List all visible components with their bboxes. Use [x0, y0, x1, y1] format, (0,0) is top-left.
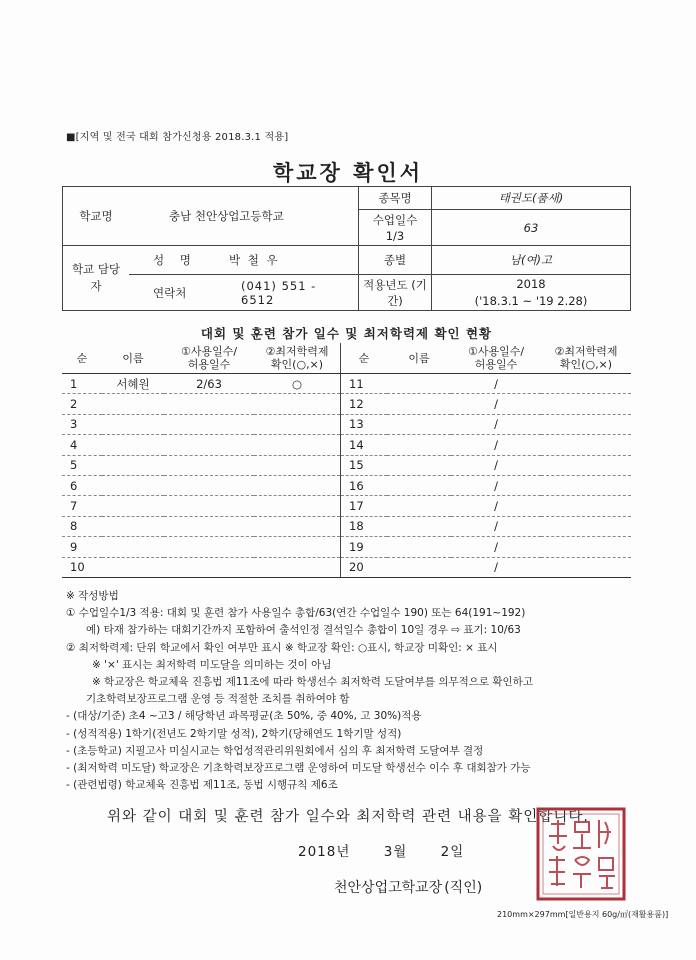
table-row	[62, 435, 631, 455]
row-min-check	[254, 455, 341, 475]
row-min-check	[541, 374, 631, 394]
row-name	[387, 537, 451, 557]
gender-value: 남(여)고	[432, 246, 631, 275]
row-name	[102, 435, 164, 455]
row-seq: 7	[62, 496, 102, 516]
note-line: - (대상/기준) 초4 ~고3 / 해당학년 과목평균(초 50%, 중 40%, 고 30%)적용	[66, 710, 422, 723]
row-name: 서혜원	[102, 374, 164, 394]
row-days: /	[451, 557, 541, 577]
row-min-check	[541, 394, 631, 414]
row-name	[387, 394, 451, 414]
school-label: 학교명	[63, 187, 130, 246]
row-name	[387, 435, 451, 455]
participation-table	[62, 343, 631, 578]
table-row	[62, 394, 631, 414]
row-seq: 19	[341, 537, 388, 557]
principal-title: 천안상업고학교장	[334, 880, 443, 896]
header-days-left: ①사용일수/ 허용일수	[164, 343, 254, 374]
table-row	[62, 496, 631, 516]
table-row	[62, 537, 631, 557]
note-line: ※ '×' 표시는 최저학력 미도달을 의미하는 것이 아님	[92, 658, 332, 671]
top-note: ■[지역 및 전국 대회 참가신청용 2018.3.1 적용]	[66, 132, 289, 143]
row-days: /	[451, 537, 541, 557]
row-name	[387, 374, 451, 394]
period-value: ('18.3.1 ~ '19 2.28)	[474, 293, 588, 308]
header-days-right: ①사용일수/ 허용일수	[451, 343, 541, 374]
row-min-check	[254, 496, 341, 516]
row-name	[387, 475, 451, 495]
row-days: /	[451, 496, 541, 516]
row-min-check	[254, 394, 341, 414]
date-year: 2018년	[298, 844, 351, 860]
row-min-check	[541, 414, 631, 434]
official-seal-stamp	[535, 806, 627, 902]
table-row	[62, 374, 631, 394]
row-seq: 17	[341, 496, 388, 516]
row-min-check	[254, 516, 341, 536]
note-line: 예) 타재 참가하는 대회기간까지 포함하여 출석인정 결석일수 총합이 10일 경우 ⇨ 표기: 10/63	[86, 624, 521, 637]
row-seq: 20	[341, 557, 388, 577]
days-label: 수업일수 1/3	[359, 210, 432, 246]
header-min-left: ②최저학력제 확인(○,×)	[254, 343, 341, 374]
row-name	[102, 496, 164, 516]
row-min-check	[541, 435, 631, 455]
manager-label: 학교 담당자	[63, 246, 130, 311]
gender-label: 종별	[359, 246, 432, 275]
row-min-check	[254, 414, 341, 434]
row-seq: 14	[341, 435, 388, 455]
row-name	[102, 414, 164, 434]
row-min-check	[254, 435, 341, 455]
row-days: 2/63	[164, 374, 254, 394]
row-seq: 1	[62, 374, 102, 394]
row-days: /	[451, 374, 541, 394]
table-row	[62, 516, 631, 536]
table-row	[62, 557, 631, 577]
row-name	[102, 537, 164, 557]
row-name	[102, 475, 164, 495]
header-seq-right: 순	[341, 343, 388, 374]
header-seq-left: 순	[62, 343, 102, 374]
info-table	[62, 186, 631, 311]
row-seq: 15	[341, 455, 388, 475]
row-days	[164, 496, 254, 516]
table-row	[62, 414, 631, 434]
page-title: 학교장 확인서	[272, 161, 424, 185]
row-seq: 3	[62, 414, 102, 434]
row-name	[387, 414, 451, 434]
row-seq: 2	[62, 394, 102, 414]
contact-label: 연락처	[129, 275, 227, 311]
note-line: ② 최저학력제: 단위 학교에서 확인 여부만 표시 ※ 학교장 확인: ○표시, 학교장 미확인: × 표시	[66, 641, 498, 654]
row-min-check	[541, 557, 631, 577]
row-seq: 11	[341, 374, 388, 394]
row-seq: 16	[341, 475, 388, 495]
header-min-right: ②최저학력제 확인(○,×)	[541, 343, 631, 374]
row-seq: 6	[62, 475, 102, 495]
row-days: /	[451, 455, 541, 475]
signature-mark: (직인)	[444, 880, 483, 896]
note-line: ※ 학교장은 학교체육 진흥법 제11조에 따라 학생선수 최저학력 도달여부를 의무적으로 확인하고	[92, 676, 533, 689]
header-name-left: 이름	[102, 343, 164, 374]
row-min-check	[254, 537, 341, 557]
row-min-check	[254, 475, 341, 495]
row-seq: 5	[62, 455, 102, 475]
note-line: - (초등학교) 지필고사 미실시교는 학업성적관리위원회에서 심의 후 최저학력 도달여부 결정	[66, 744, 484, 757]
note-line: 기초학력보장프로그램 운영 등 적절한 조치를 취하여야 함	[86, 693, 350, 706]
row-min-check	[254, 557, 341, 577]
row-name	[102, 455, 164, 475]
row-min-check	[541, 475, 631, 495]
contact-value: (041) 551 - 6512	[227, 275, 359, 311]
date-day: 2일	[440, 844, 465, 860]
paper-spec: 210mm×297mm[일반용지 60g/㎡(재활용품)]	[497, 910, 669, 919]
row-days: /	[451, 475, 541, 495]
row-min-check	[541, 516, 631, 536]
instructions	[66, 588, 646, 794]
row-min-check: ○	[254, 374, 341, 394]
row-days	[164, 435, 254, 455]
row-days: /	[451, 414, 541, 434]
row-days	[164, 414, 254, 434]
row-min-check	[541, 455, 631, 475]
row-days	[164, 394, 254, 414]
row-days	[164, 475, 254, 495]
row-seq: 8	[62, 516, 102, 536]
year-value: 2018	[516, 276, 546, 291]
row-name	[387, 455, 451, 475]
row-days	[164, 537, 254, 557]
row-name	[102, 516, 164, 536]
row-seq: 4	[62, 435, 102, 455]
issue-date	[298, 840, 492, 860]
principal-line	[334, 877, 482, 897]
event-value: 태권도(품새)	[432, 187, 631, 210]
row-seq: 10	[62, 557, 102, 577]
status-subtitle: 대회 및 훈련 참가 일수 및 최저학력제 확인 현황	[200, 326, 493, 341]
row-seq: 12	[341, 394, 388, 414]
school-value: 충남 천안상업고등학교	[129, 187, 359, 246]
row-name	[387, 496, 451, 516]
note-line: - (성적적용) 1학기(전년도 2학기말 성적), 2학기(당해연도 1학기말 성적)	[66, 727, 402, 740]
row-seq: 18	[341, 516, 388, 536]
year-label: 적용년도 (기간)	[359, 275, 432, 311]
row-days: /	[451, 516, 541, 536]
event-label: 종목명	[359, 187, 432, 210]
date-month: 3월	[383, 844, 408, 860]
row-name	[102, 557, 164, 577]
note-line: ① 수업일수1/3 적용: 대회 및 훈련 참가 사용일수 총합/63(연간 수업일수 190) 또는 64(191~192)	[66, 607, 526, 620]
note-line: ※ 작성방법	[66, 590, 119, 602]
seal-glyphs	[549, 820, 615, 888]
row-days	[164, 516, 254, 536]
header-name-right: 이름	[387, 343, 451, 374]
row-seq: 9	[62, 537, 102, 557]
row-days: /	[451, 394, 541, 414]
row-days	[164, 557, 254, 577]
note-line: - (최저학력 미도달) 학교장은 기초학력보장프로그램 운영하여 미도달 학생선수 이수 후 대회참가 가능	[66, 762, 531, 775]
table-row	[62, 475, 631, 495]
row-min-check	[541, 496, 631, 516]
participation-table-body	[62, 374, 631, 578]
table-row	[62, 455, 631, 475]
row-days: /	[451, 435, 541, 455]
note-line: - (관련법령) 학교체육 진흥법 제11조, 동법 시행규칙 제6조	[66, 779, 338, 792]
year-cell	[432, 275, 631, 311]
days-value: 63	[432, 210, 631, 246]
row-name	[387, 516, 451, 536]
name-label: 성 명	[129, 246, 227, 275]
row-min-check	[541, 537, 631, 557]
row-name	[387, 557, 451, 577]
row-days	[164, 455, 254, 475]
row-name	[102, 394, 164, 414]
confirmation-statement: 위와 같이 대회 및 훈련 참가 일수와 최저학력 관련 내용을 확인합니다.	[107, 809, 589, 825]
row-seq: 13	[341, 414, 388, 434]
name-value: 박 철 우	[227, 246, 359, 275]
